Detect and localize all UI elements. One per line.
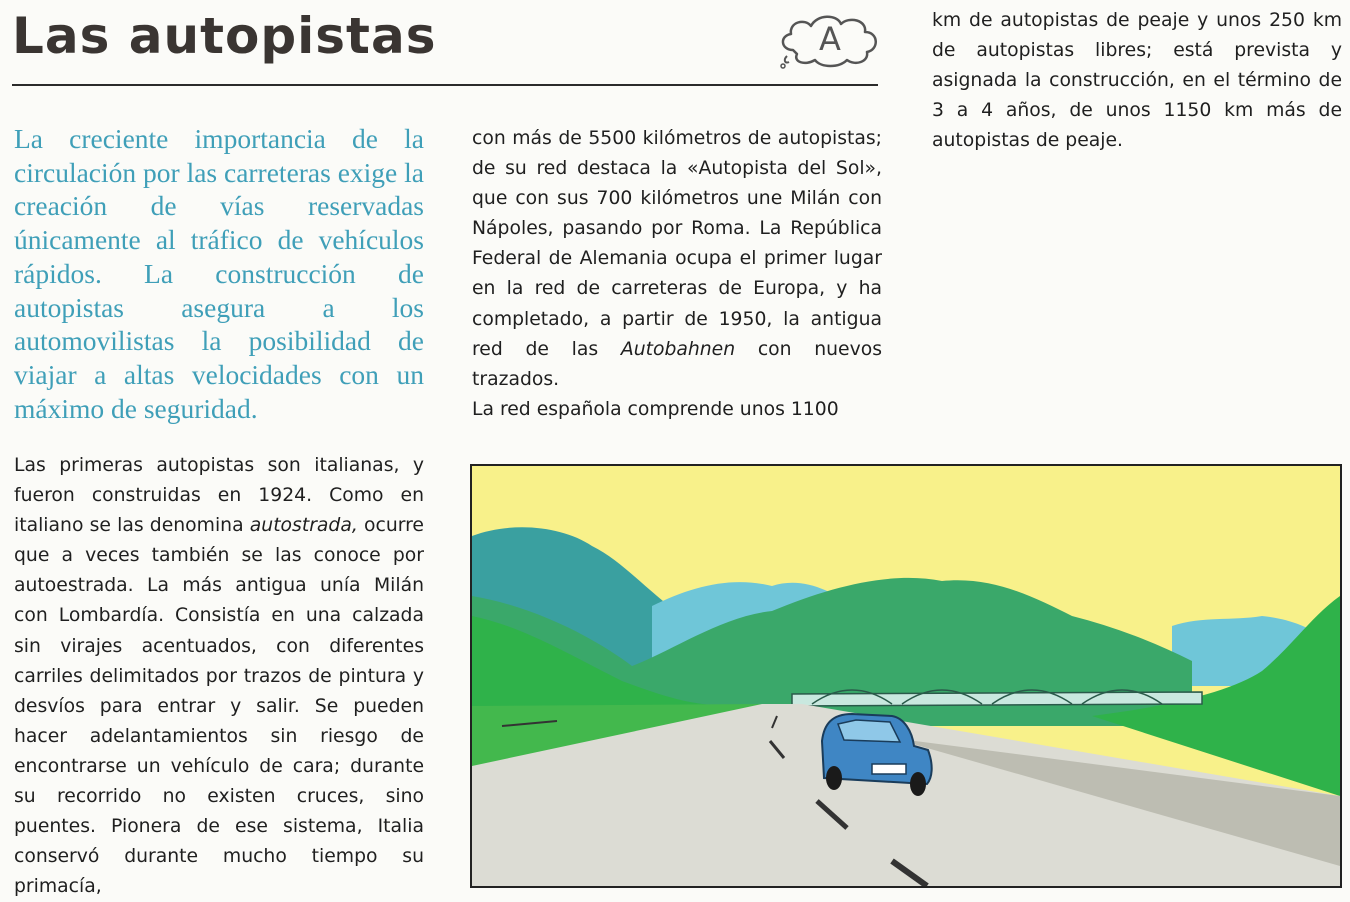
- column-3-text: km de autopistas de peaje y unos 250 km de autopistas libres; está prevista y asignada la construcción, en el término de 3 a 4 años, de unos 1150 km más de autopistas de peaje.: [932, 10, 1342, 152]
- column-2-text: [472, 124, 882, 425]
- bridge: [792, 692, 1202, 706]
- badge-letter: A: [819, 20, 841, 58]
- column-1-italic-term: autostrada,: [249, 515, 358, 537]
- highway-illustration: [470, 464, 1342, 888]
- column-2-part3: La red española comprende unos 1100: [472, 398, 839, 420]
- column-1-text: [14, 451, 424, 902]
- intro-paragraph: La creciente importancia de la circulación por las carreteras exige la creación de vías reservadas únicamente al tráfico de vehículos rápidos. La construcción de autopistas asegura a los automovilistas la posibilidad de viajar a altas velocidades con un máximo de seguridad.: [14, 123, 424, 424]
- column-1-part1: Las primeras autopistas son italianas, y fueron construidas en 1924. Como en italiano se las denomina: [14, 455, 424, 537]
- section-badge: [775, 10, 885, 70]
- column-1-part2: ocurre que a veces también se las conoce por autoestrada. La más antigua unía Milán con Lombardía. Consistía en una calzada sin virajes acentuados, con diferentes carriles delimitados por trazos de pintura y desvíos para entrar y salir. Se pueden hacer adelantamientos sin riesgo de encontrarse un vehículo de cara; durante su recorrido no existen cruces, sino puentes. Pionera de ese sistema, Italia conservó durante mucho tiempo su primacía,: [14, 515, 424, 898]
- title-divider: [12, 84, 878, 86]
- highway-landscape-illustration: [472, 466, 1340, 886]
- column-2-part1: con más de 5500 kilómetros de autopistas; de su red destaca la «Autopista del Sol», que con sus 700 kilómetros une Milán con Nápoles, pasando por Roma. La República Federal de Alemania ocupa el primer lugar en la red de carreteras de Europa, y ha completado, a partir de 1950, la antigua red de las: [472, 128, 882, 360]
- column-2-italic-term: Autobahnen: [620, 338, 736, 360]
- column-2-part2: con nuevos trazados.: [472, 338, 882, 390]
- page-title: Las autopistas: [12, 7, 437, 65]
